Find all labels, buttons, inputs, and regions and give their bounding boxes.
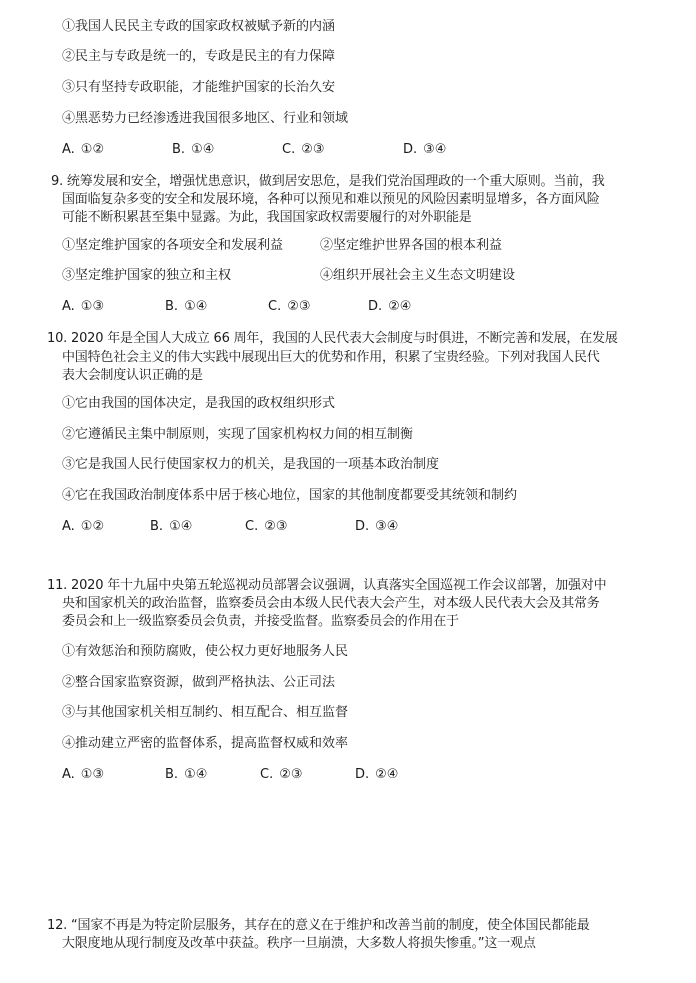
- choice-letter: C.: [245, 519, 259, 534]
- q9-choice-c[interactable]: [268, 299, 311, 315]
- choice-text: ①②: [80, 142, 105, 157]
- choice-letter: C.: [282, 142, 296, 157]
- q11-choice-a[interactable]: [62, 767, 104, 783]
- top-choice-b[interactable]: [172, 142, 214, 158]
- q9-item-1: ①坚定维护国家的各项安全和发展利益: [62, 238, 284, 253]
- q10-choice-b[interactable]: [150, 519, 192, 535]
- q9-stem-line-3: 可能不断积累甚至集中显露。为此，我国国家政权需要履行的对外职能是: [62, 210, 472, 225]
- choice-text: ②④: [388, 299, 412, 314]
- q11-stem-line-2: 央和国家机关的政治监督，监察委员会由本级人民代表大会产生，对本级人民代表大会及其常务: [62, 596, 600, 611]
- q10-stem-line-3: 表大会制度认识正确的是: [62, 368, 203, 383]
- q9-choice-a[interactable]: [62, 299, 104, 315]
- choice-letter: A.: [62, 142, 75, 157]
- choice-text: ①④: [169, 519, 193, 534]
- choice-letter: B.: [165, 767, 179, 782]
- choice-letter: A.: [62, 299, 75, 314]
- choice-letter: C.: [268, 299, 282, 314]
- q9-stem-line-1: 9. 统筹发展和安全，增强忧患意识，做到居安思危，是我们党治国理政的一个重大原则。当前，我: [51, 174, 605, 189]
- choice-text: ③④: [375, 519, 399, 534]
- q11-choice-b[interactable]: [165, 767, 207, 783]
- q10-choice-c[interactable]: [245, 519, 288, 535]
- q9-item-3: ③坚定维护国家的独立和主权: [62, 268, 232, 283]
- q12-stem-line-1: 12. “国家不再是为特定阶层服务，其存在的意义在于维护和改善当前的制度，使全体国民都能最: [47, 918, 590, 933]
- choice-text: ②③: [287, 299, 311, 314]
- choice-letter: A.: [62, 519, 75, 534]
- choice-letter: D.: [355, 767, 370, 782]
- q11-item-1: ①有效惩治和预防腐败，使公权力更好地服务人民: [62, 644, 349, 659]
- top-item-1: ①我国人民民主专政的国家政权被赋予新的内涵: [62, 19, 336, 34]
- choice-letter: D.: [355, 519, 370, 534]
- choice-text: ①④: [184, 767, 208, 782]
- q9-item-2: ②坚定维护世界各国的根本利益: [320, 238, 503, 253]
- top-item-4: ④黑恶势力已经渗透进我国很多地区、行业和领域: [62, 111, 349, 126]
- q10-choice-d[interactable]: [355, 519, 398, 535]
- q10-item-3: ③它是我国人民行使国家权力的机关，是我国的一项基本政治制度: [62, 457, 440, 472]
- q10-item-1: ①它由我国的国体决定，是我国的政权组织形式: [62, 396, 336, 411]
- choice-letter: B.: [165, 299, 179, 314]
- q9-item-4: ④组织开展社会主义生态文明建设: [320, 268, 516, 283]
- q11-item-2: ②整合国家监察资源，做到严格执法、公正司法: [62, 675, 336, 690]
- choice-text: ①④: [191, 142, 215, 157]
- q11-item-4: ④推动建立严密的监督体系，提高监督权威和效率: [62, 736, 349, 751]
- choice-letter: A.: [62, 767, 75, 782]
- q9-choice-b[interactable]: [165, 299, 207, 315]
- q11-stem-line-3: 委员会和上一级监察委员会负责，并接受监督。监察委员会的作用在于: [62, 614, 459, 629]
- q11-stem-line-1: 11. 2020 年十九届中央第五轮巡视动员部署会议强调，认真落实全国巡视工作会议部署，加强对中: [47, 578, 607, 593]
- q9-choice-d[interactable]: [368, 299, 411, 315]
- choice-letter: D.: [368, 299, 383, 314]
- choice-text: ①③: [80, 299, 105, 314]
- choice-text: ②④: [375, 767, 399, 782]
- q10-choice-a[interactable]: [62, 519, 104, 535]
- q10-item-4: ④它在我国政治制度体系中居于核心地位，国家的其他制度都要受其统领和制约: [62, 488, 518, 503]
- choice-text: ②③: [279, 767, 303, 782]
- q11-item-3: ③与其他国家机关相互制约、相互配合、相互监督: [62, 705, 349, 720]
- choice-letter: B.: [172, 142, 186, 157]
- top-choice-c[interactable]: [282, 142, 325, 158]
- choice-text: ①②: [80, 519, 105, 534]
- choice-text: ③④: [423, 142, 447, 157]
- top-item-3: ③只有坚持专政职能，才能维护国家的长治久安: [62, 80, 336, 95]
- choice-text: ②③: [301, 142, 325, 157]
- top-choice-a[interactable]: [62, 142, 104, 158]
- q9-stem-line-2: 国面临复杂多变的安全和发展环境，各种可以预见和难以预见的风险因素明显增多，各方面风险: [62, 192, 600, 207]
- choice-text: ②③: [264, 519, 288, 534]
- q12-stem-line-2: 大限度地从现行制度及改革中获益。秩序一旦崩溃，大多数人将损失惨重。”这一观点: [62, 936, 536, 951]
- q11-choice-d[interactable]: [355, 767, 398, 783]
- choice-text: ①④: [184, 299, 208, 314]
- q10-stem-line-2: 中国特色社会主义的伟大实践中展现出巨大的优势和作用，积累了宝贵经验。下列对我国人民代: [62, 350, 600, 365]
- q10-item-2: ②它遵循民主集中制原则，实现了国家机构权力间的相互制衡: [62, 427, 414, 442]
- q11-choice-c[interactable]: [260, 767, 303, 783]
- choice-letter: C.: [260, 767, 274, 782]
- q10-stem-line-1: 10. 2020 年是全国人大成立 66 周年，我国的人民代表大会制度与时俱进，不断完善和发展，在发展: [47, 331, 618, 346]
- choice-letter: D.: [403, 142, 418, 157]
- top-item-2: ②民主与专政是统一的，专政是民主的有力保障: [62, 49, 336, 64]
- choice-letter: B.: [150, 519, 164, 534]
- choice-text: ①③: [80, 767, 105, 782]
- top-choice-d[interactable]: [403, 142, 446, 158]
